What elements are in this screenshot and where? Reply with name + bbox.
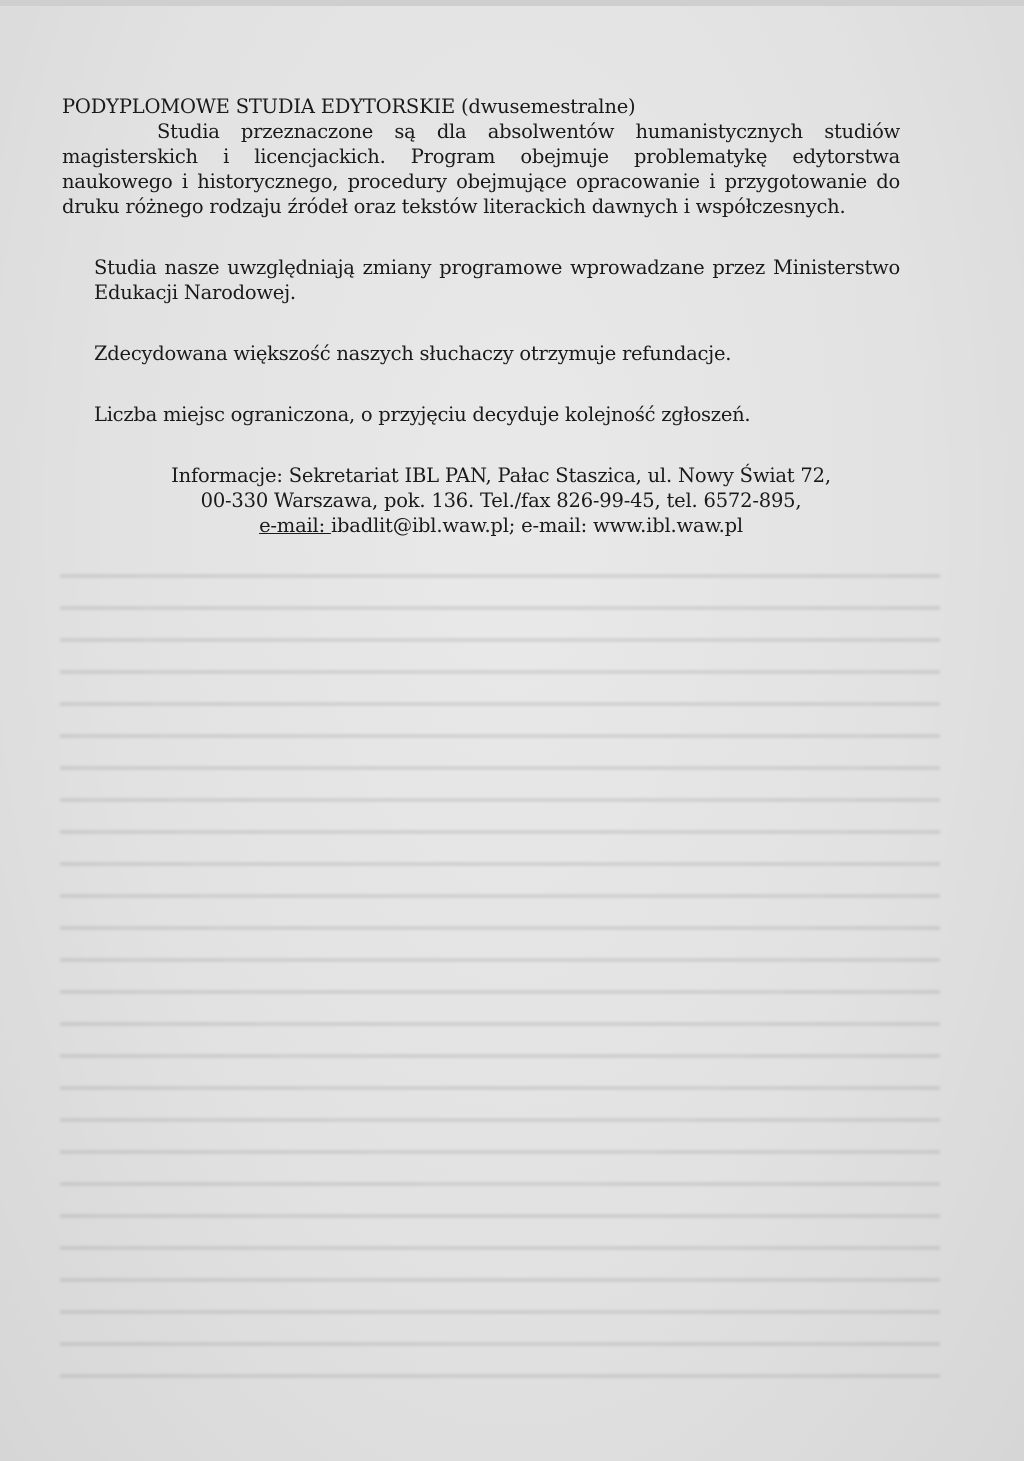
contact-email-line [102,513,900,538]
contact-phone-line: 00-330 Warszawa, pok. 136. Tel./fax 826-99-45, tel. 6572-895, [200,489,802,512]
email-label: e-mail: [259,514,331,537]
contact-address-line: Informacje: Sekretariat IBL PAN, Pałac Staszica, ul. Nowy Świat 72, [171,464,831,487]
bleed-through-text [60,560,940,1380]
refund-note: Zdecydowana większość naszych słuchaczy otrzymuje refundacje. [94,342,732,365]
program-heading: PODYPLOMOWE STUDIA EDYTORSKIE (dwusemestralne) [62,95,636,118]
contact-info [62,463,900,538]
announcement-text [62,94,900,538]
admission-note: Liczba miejsc ograniczona, o przyjęciu decyduje kolejność zgłoszeń. [94,403,751,426]
scan-top-edge [0,0,1024,6]
email-addresses: ibadlit@ibl.waw.pl; e-mail: www.ibl.waw.pl [330,514,743,537]
program-description: Studia przeznaczone są dla absolwentów humanistycznych studiów magisterskich i licencjackich. Program obejmuje problematykę edytorstwa naukowego i historycznego, procedury obejmujące opracowanie i przygotowanie do druku różnego rodzaju źródeł oraz tekstów literackich dawnych i współczesnych. [62,120,900,218]
ministry-note: Studia nasze uwzględniają zmiany programowe wprowadzane przez Ministerstwo Edukacji Narodowej. [94,256,900,304]
